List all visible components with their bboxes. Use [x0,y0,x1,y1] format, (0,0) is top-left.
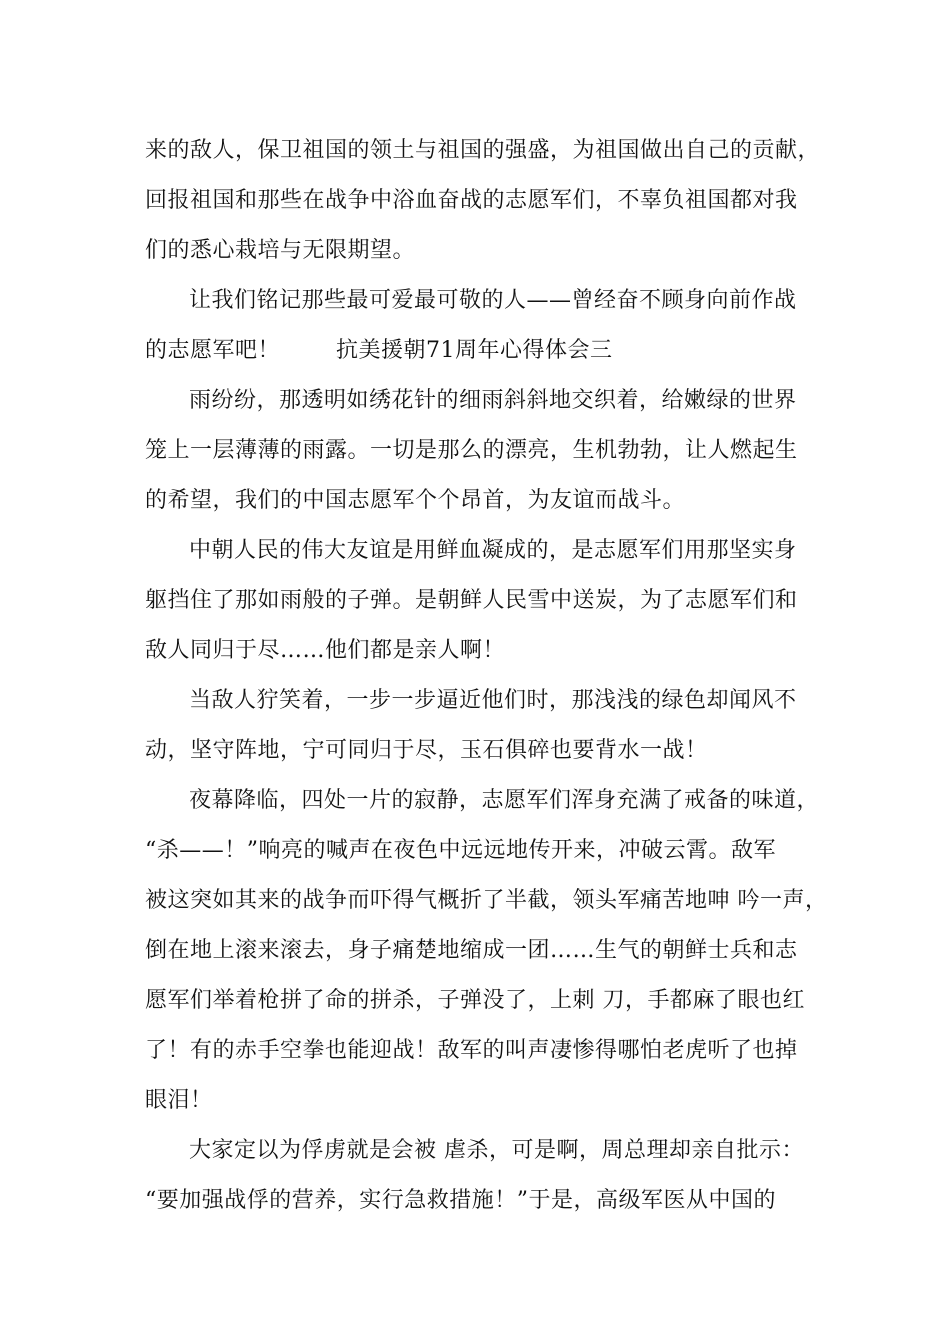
text-line: “杀——！”响亮的喊声在夜色中远远地传开来，冲破云霄。敌军 [145,838,776,863]
paragraph-start-line: 中朝人民的伟大友谊是用鲜血凝成的，是志愿军们用那坚实身 [189,538,797,563]
text-fragment: 的志愿军吧！ [145,338,281,363]
text-line: 们的悉心栽培与无限期望。 [145,238,416,263]
text-line: 躯挡住了那如雨般的子弹。是朝鲜人民雪中送炭，为了志愿军们和 [145,588,798,613]
text-line: 被这突如其来的战争而吓得气概折了半截，领头军痛苦地呻 吟一声， [145,888,828,913]
text-line: 回报祖国和那些在战争中浴血奋战的志愿军们，不辜负祖国都对我 [145,188,798,213]
paragraph-start-line: 雨纷纷，那透明如绣花针的细雨斜斜地交织着，给嫩绿的世界 [189,388,797,413]
text-line: 眼泪！ [145,1088,213,1113]
text-line: 敌人同归于尽……他们都是亲人啊！ [145,638,506,663]
text-line: “要加强战俘的营养，实行急救措施！”于是，高级军医从中国的 [145,1188,776,1213]
text-line: 了！有的赤手空拳也能迎战！敌军的叫声凄惨得哪怕老虎听了也掉 [145,1038,798,1063]
paragraph-start-line: 让我们铭记那些最可爱最可敬的人——曾经奋不顾身向前作战 [189,288,797,313]
text-line: 笼上一层薄薄的雨露。一切是那么的漂亮，生机勃勃，让人燃起生 [145,438,798,463]
paragraph-start-line: 夜幕降临，四处一片的寂静，志愿军们浑身充满了戒备的味道， [189,788,820,813]
text-line: 倒在地上滚来滚去，身子痛楚地缩成一团……生气的朝鲜士兵和志 [145,938,798,963]
text-line: 愿军们举着枪拼了命的拼杀，子弹没了，上刺 刀，手都麻了眼也红 [145,988,805,1013]
body-text [145,126,828,1226]
text-line: 动，坚守阵地，宁可同归于尽，玉石俱碎也要背水一战！ [145,738,708,763]
text-line: 来的敌人，保卫祖国的领土与祖国的强盛，为祖国做出自己的贡献， [145,138,821,163]
paragraph-start-line: 当敌人狞笑着，一步一步逼近他们时，那浅浅的绿色却闻风不 [189,688,797,713]
text-line: 的希望，我们的中国志愿军个个昂首，为友谊而战斗。 [145,488,686,513]
text-line-with-heading [145,326,825,376]
section-heading: 抗美援朝71周年心得体会三 [336,338,613,363]
paragraph-start-line: 大家定以为俘虏就是会被 虐杀，可是啊，周总理却亲自批示： [189,1138,804,1163]
